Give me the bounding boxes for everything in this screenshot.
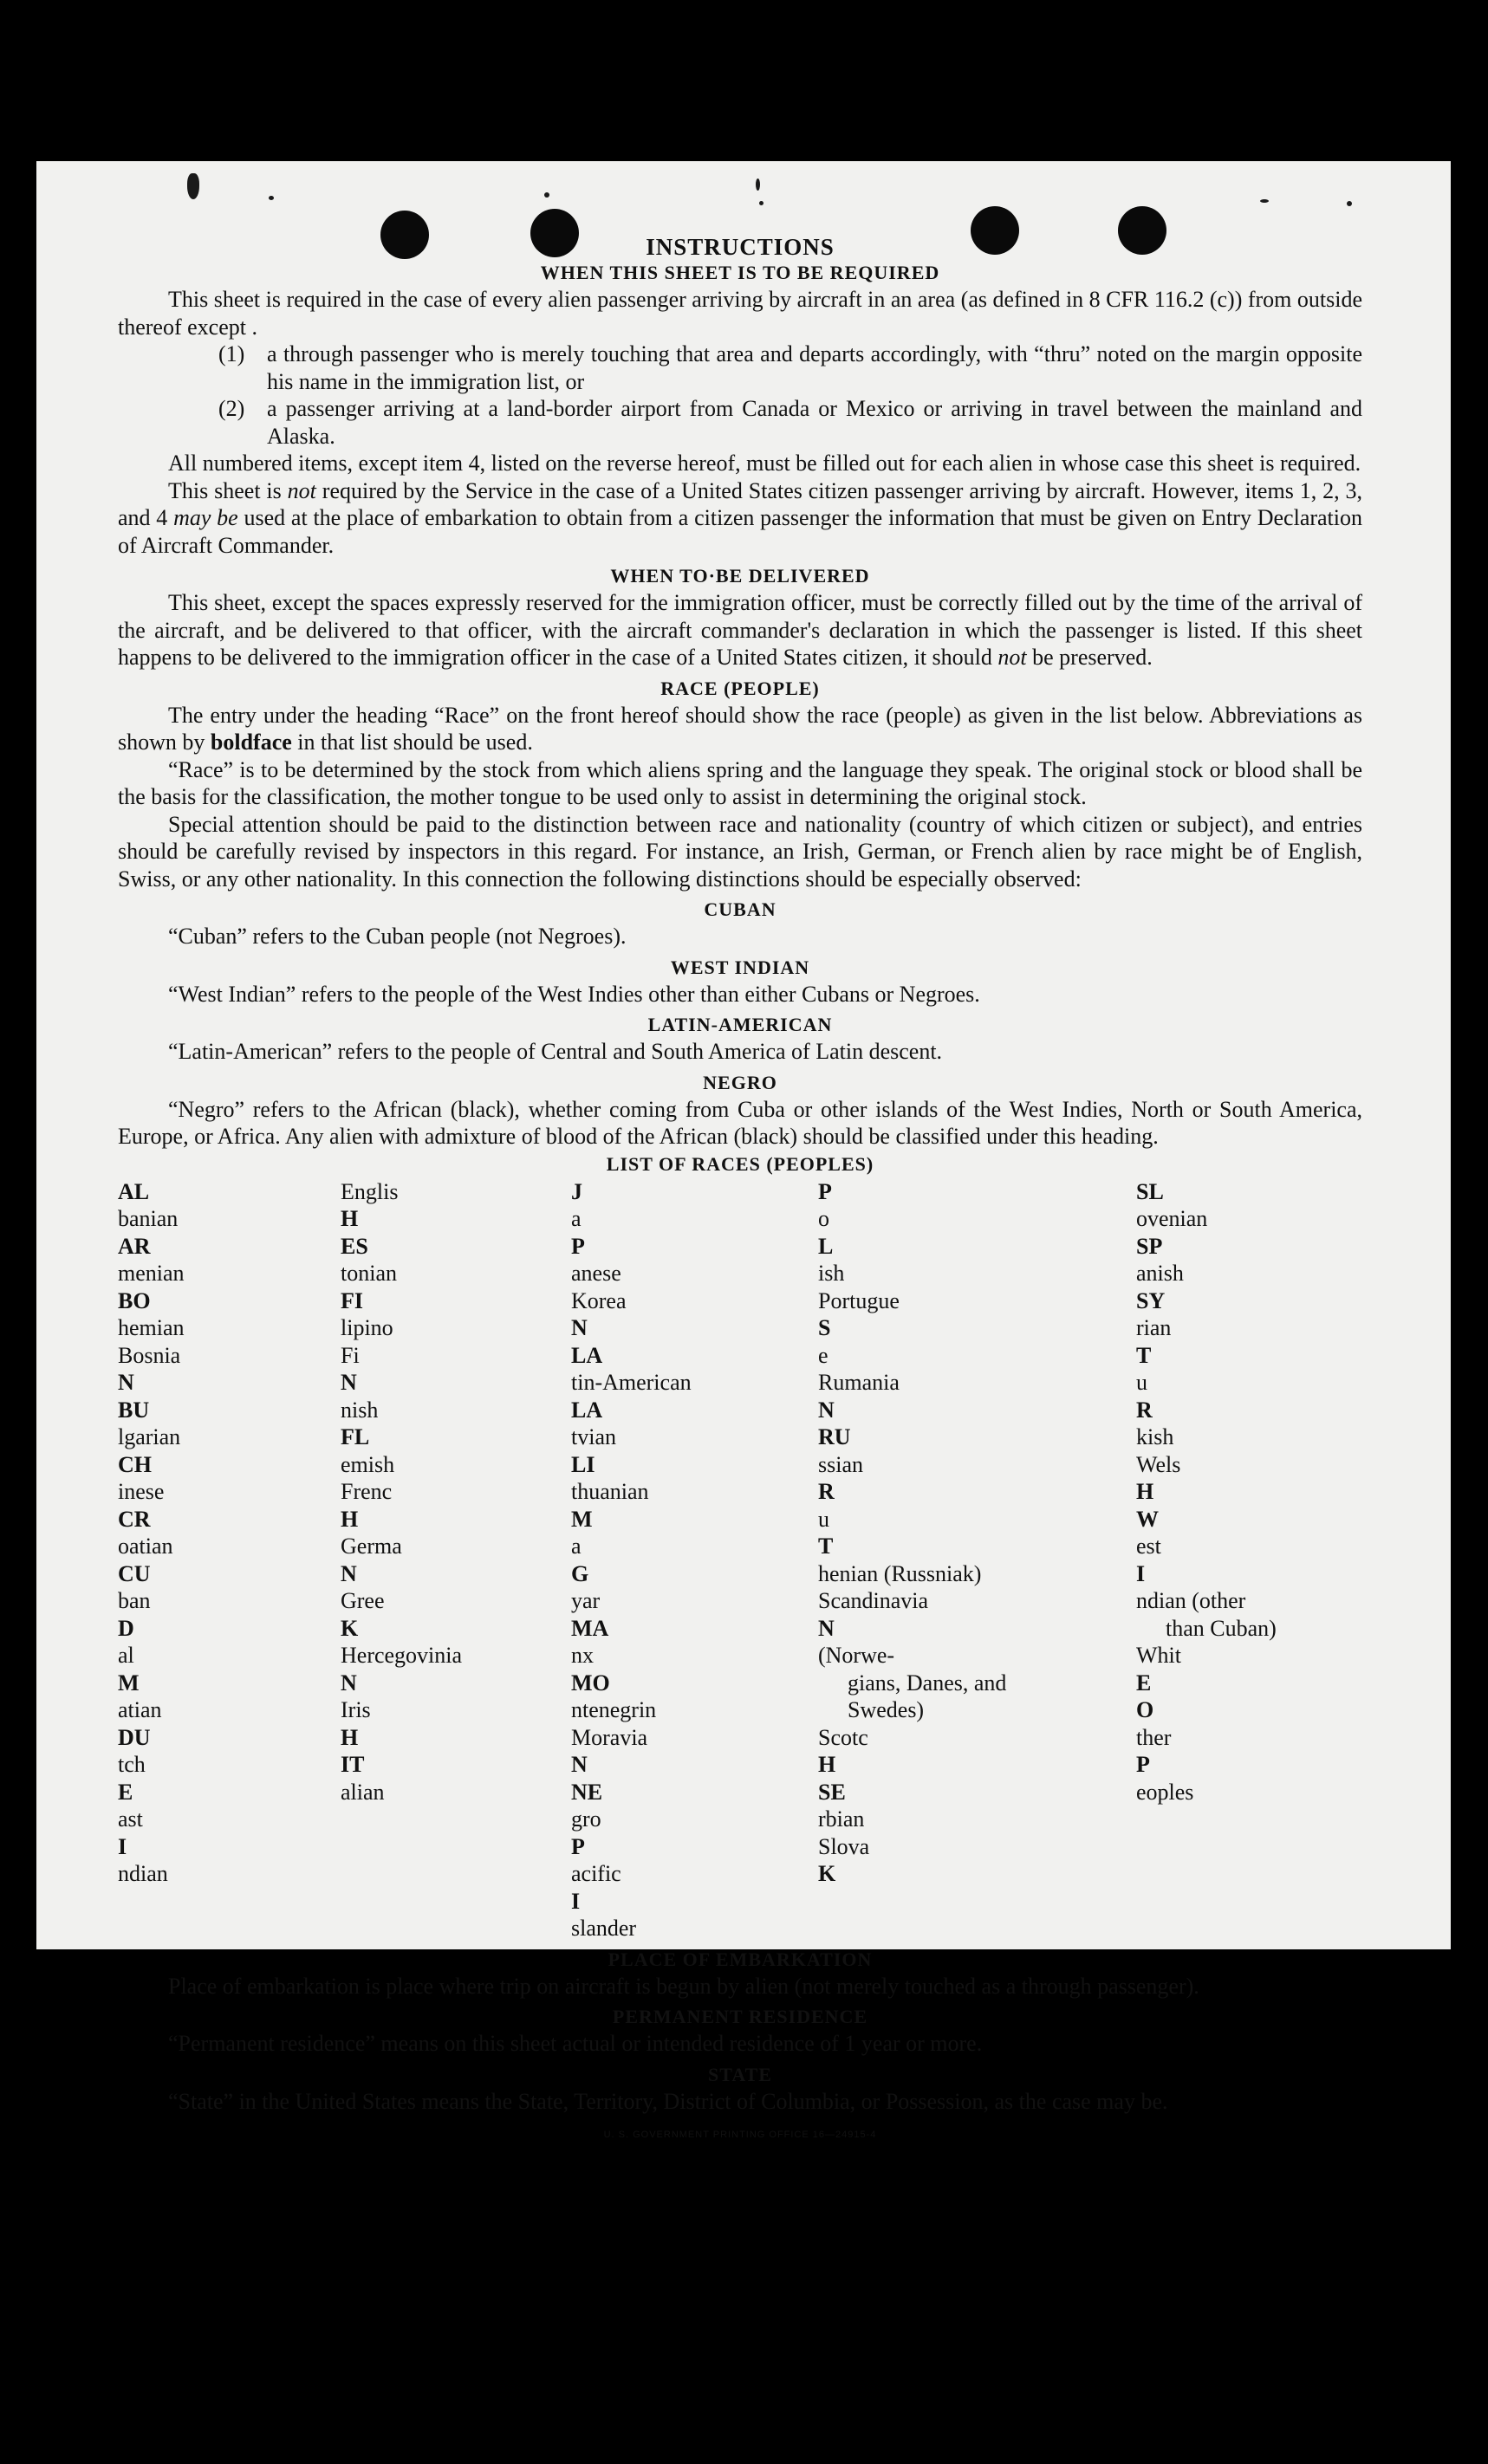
race-entry: SP anish [1136,1233,1184,1286]
heading-negro: NEGRO [703,1071,777,1093]
race-entry: FI lipino [341,1287,393,1340]
ink-speck [759,201,763,205]
heading-embarkation: PLACE OF EMBARKATION [608,1948,873,1970]
race-entry: Scandinavia N (Norwe- [818,1588,929,1668]
race-entry: DU tch [118,1724,151,1777]
race-list [118,1178,1362,1942]
race-entry: gians, Danes, and [848,1670,1007,1696]
required-para-3: This sheet is not required by the Service in the case of a United States citizen passenger arriving by aircraft. However, items 1, 2, 3, and 4 may be used at the place of embarkation to obtain from a citizen passenger the information that must be given on Entry Declaration of Aircraft Commander. [118,477,1362,558]
race-column-1 [118,1178,341,1942]
delivered-para: This sheet, except the spaces expressly reserved for the immigration officer, must be correctly filled out by the time of the arrival of the aircraft, and be delivered to that officer, with the aircraft commander's declaration in which the passenger is listed. If this sheet happens to be delivered to the immigration officer in the case of a United States citizen, it should not be preserved. [118,590,1362,670]
required-intro: This sheet is required in the case of every alien passenger arriving by aircraft in an area (as defined in 8 CFR 116.2 (c)) from outside thereof except . [118,287,1362,340]
race-para-2: “Race” is to be determined by the stock from which aliens spring and the language they speak. The original stock or blood shall be the basis for the classification, the mother tongue to be used only to assist in determining the original stock. [118,756,1362,809]
race-entry: LA tvian [571,1397,616,1449]
race-entry: AR menian [118,1233,185,1286]
race-entry: Wels H [1136,1451,1181,1504]
heading-list-of-races: LIST OF RACES (PEOPLES) [606,1152,874,1175]
race-para-3: Special attention should be paid to the distinction between race and nationality (country of which citizen or subject), and entries should be carefully revised by inspectors in this regard. For instance, an Irish, German, or French alien by race might be of English, Swiss, or any other nationality. In this connection the following distinctions should be especially observed: [118,811,1362,892]
ink-speck [756,178,760,191]
printing-office-footer: U. S. GOVERNMENT PRINTING OFFICE 16—24915-4 [603,2130,877,2140]
race-entry: than Cuban) [1166,1615,1277,1641]
race-entry: BO hemian [118,1287,185,1340]
race-entry: Fi N nish [341,1342,379,1423]
west-indian-text: “West Indian” refers to the people of the West Indies other than either Cubans or Negroes. [168,981,980,1007]
cuban-text: “Cuban” refers to the Cuban people (not Negroes). [168,924,627,949]
heading-state: STATE [708,2063,772,2085]
race-entry: Slova K [818,1833,870,1886]
race-entry: Whit E [1136,1643,1181,1696]
race-entry: J a P anese [571,1178,621,1286]
item-number: (2) [218,396,245,421]
race-entry: MO ntenegrin [571,1670,657,1722]
heading-west-indian: WEST INDIAN [670,956,810,978]
race-entry: Germa N [341,1534,402,1586]
race-entry: NE gro [571,1779,603,1832]
document-sheet [36,161,1451,2140]
heading-cuban: CUBAN [704,898,776,920]
race-para-1: The entry under the heading “Race” on the front hereof should show the race (people) as given in the list below. Abbreviations as shown by boldface in that list should be used. [118,702,1362,755]
item-text: a passenger arriving at a land-border airport from Canada or Mexico or arriving in travel between the mainland and Alaska. [267,396,1362,449]
race-entry: CR oatian [118,1506,173,1559]
page-title: INSTRUCTIONS [646,234,835,260]
race-entry: Korea N [571,1287,627,1340]
race-entry: SE rbian [818,1779,865,1832]
required-para-2: All numbered items, except item 4, listed on the reverse hereof, must be filled out for each alien in whose case this sheet is required. [168,451,1361,476]
race-entry: LI thuanian [571,1451,649,1504]
race-entry: Rumania N [818,1370,900,1423]
ink-speck [1260,199,1269,203]
heading-when-required: WHEN THIS SHEET IS TO BE REQUIRED [540,262,940,283]
ink-speck [1347,201,1352,206]
item-text: a through passenger who is merely touching that area and departs accordingly, with “thru” noted on the margin opposite his name in the immigration list, or [267,341,1362,394]
instructions-content [118,234,1362,2150]
exception-item-1 [218,340,1362,395]
race-entry: FL emish [341,1424,395,1477]
race-entry: AL banian [118,1178,179,1231]
exception-item-2 [218,395,1362,450]
heading-race: RACE (PEOPLE) [660,677,820,699]
race-entry: MA nx [571,1615,609,1668]
race-entry: P acific I slander [571,1833,637,1941]
heading-latin-american: LATIN-AMERICAN [647,1014,833,1035]
heading-when-delivered: WHEN TO·BE DELIVERED [610,565,870,587]
race-entry: BU lgarian [118,1397,181,1449]
race-entry: CU ban [118,1560,151,1613]
race-column-4 [818,1178,1136,1942]
race-entry: W est I ndian (other [1136,1506,1246,1613]
race-entry: Swedes) [848,1697,925,1722]
state-text: “State” in the United States means the State, Territory, District of Columbia, or Possession, as the case may be. [168,2088,1168,2114]
race-entry: IT alian [341,1752,385,1805]
ink-speck [269,196,274,200]
item-number: (1) [218,341,245,366]
race-entry: D al M atian [118,1615,162,1722]
race-entry: O ther P eoples [1136,1697,1194,1805]
race-column-3 [571,1178,818,1942]
race-entry: R u T henian (Russniak) [818,1479,982,1586]
race-entry: Englis H [341,1178,399,1231]
race-entry: Gree K [341,1588,385,1641]
race-entry: Hercegovinia N [341,1643,463,1696]
residence-text: “Permanent residence” means on this sheet actual or intended residence of 1 year or more. [168,2031,983,2056]
latin-american-text: “Latin-American” refers to the people of Central and South America of Latin descent. [168,1039,943,1064]
race-entry: P o L ish [818,1178,845,1286]
race-entry: Scotc H [818,1724,868,1777]
race-entry: Portugue S e [818,1287,900,1368]
race-entry: E ast I ndian [118,1779,168,1886]
ink-speck [544,192,549,198]
race-entry: Iris H [341,1697,371,1750]
race-entry: SL ovenian [1136,1178,1208,1231]
race-entry: RU ssian [818,1424,863,1477]
embarkation-text: Place of embarkation is place where trip on aircraft is begun by alien (not merely touched as a through passenger). [168,1973,1199,1999]
negro-text: “Negro” refers to the African (black), whether coming from Cuba or other islands of the West Indies, North or South America, Europe, or Africa. Any alien with admixture of blood of the African (black) should be classified under this heading. [118,1096,1362,1149]
race-entry: CH inese [118,1451,165,1504]
race-column-5 [1136,1178,1362,1942]
heading-permanent-residence: PERMANENT RESIDENCE [612,2006,868,2027]
race-entry: LA tin-American [571,1342,692,1395]
race-entry: SY rian [1136,1287,1172,1340]
race-entry: T u R kish [1136,1342,1174,1449]
race-column-2 [341,1178,571,1942]
race-entry: Bosnia N [118,1342,181,1395]
race-entry: M a G yar [571,1506,601,1613]
race-entry: Frenc H [341,1479,393,1532]
race-entry: Moravia N [571,1724,648,1777]
ink-speck [187,173,199,199]
race-entry: ES tonian [341,1233,397,1286]
